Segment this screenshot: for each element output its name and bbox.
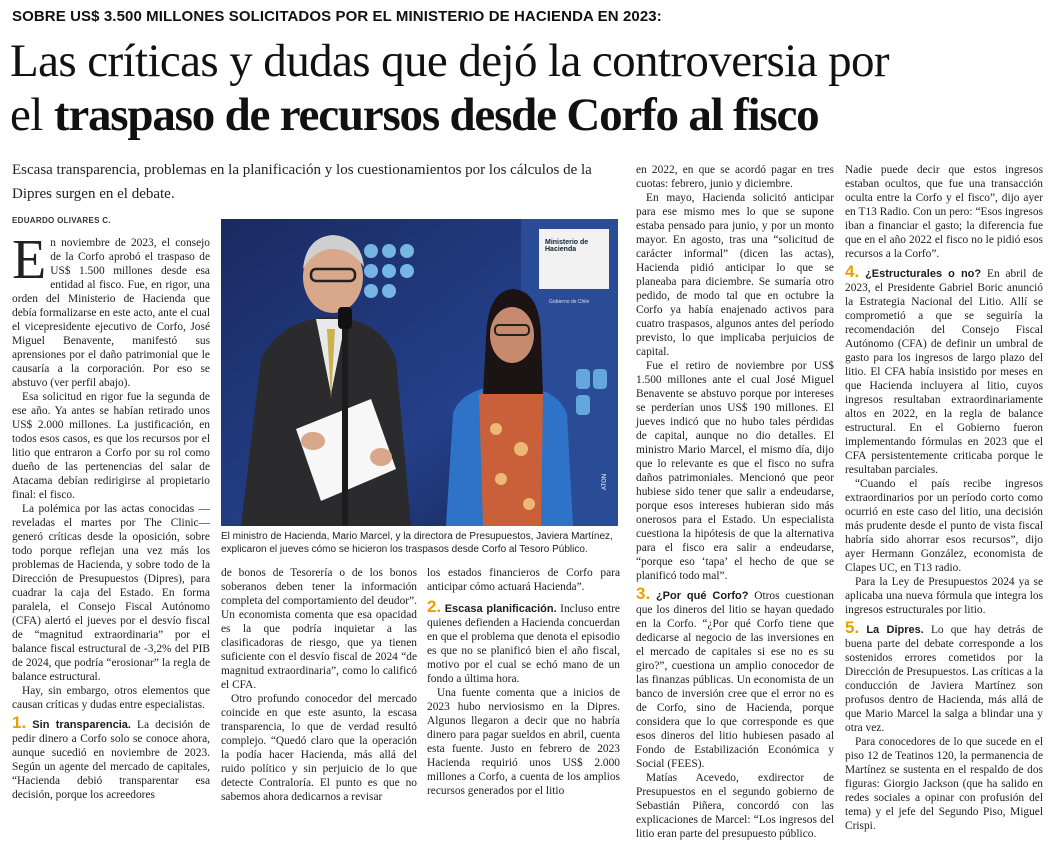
column-1	[12, 229, 210, 801]
col4-paragraph-1: en 2022, en que se acordó pagar en tres cuotas: febrero, junio y diciembre.	[636, 164, 834, 190]
section-1-number: 1.	[12, 713, 27, 732]
col2-paragraph-2: Otro profundo conocedor del mercado coincide en que este asunto, la escasa transparencia, lo que de verdad resultó complejo. “Quedó claro que la operación la podía hacer Hacienda, más allá del ruido político y sin perjuicio de lo que detecte Contraloría. El punto es que no sabemos ahora dedicarnos a revisar	[221, 693, 417, 803]
col5-section-5	[845, 618, 1043, 735]
drop-cap: E	[12, 229, 47, 291]
col3-paragraph-2: Una fuente comenta que a inicios de 2023 hubo nerviosismo en la Dipres. Algunos llegaron a decir que no habría dinero para pagar sueldos en abril, cuenta esta fuente. Justo en febrero de 2023 Hacienda requirió unos US$ 2.000 millones a Corfo, a cuenta de los amplios recursos generados por el litio	[427, 687, 620, 797]
section-5-number: 5.	[845, 618, 860, 637]
section-2-text: Incluso entre quienes defienden a Hacienda concuerdan en que el problema que denota el episodio es que no se planificó bien el año fiscal, motivo por el cual se echó mano de un fondo a última hora.	[427, 603, 620, 685]
col1-paragraph-4: Hay, sin embargo, otros elementos que causan críticas y dudas entre especialistas.	[12, 685, 210, 711]
col4-section-3	[636, 584, 834, 771]
col1-section-1	[12, 713, 210, 802]
section-3-title: ¿Por qué Corfo?	[655, 590, 749, 602]
section-5-title: La Dipres.	[866, 624, 924, 636]
col4-paragraph-4: Matías Acevedo, exdirector de Presupuestos en el segundo gobierno de Sebastián Piñera, concordó con las explicaciones de Marcel: “Los ingresos del litio eran parte del presupuesto público.	[636, 772, 834, 840]
column-3	[427, 566, 620, 797]
section-2-title: Escasa planificación.	[444, 603, 557, 615]
section-2-number: 2.	[427, 597, 442, 616]
article-byline: EDUARDO OLIVARES C.	[12, 216, 111, 225]
column-5	[845, 163, 1043, 832]
section-1-text: La decisión de pedir dinero a Corfo solo se conoce ahora, aunque sucedió en noviembre de 2023. Según un agente del mercado de capitales, “Hacienda debió transparentar esa decisión, porque los acreedores	[12, 719, 210, 801]
article-kicker: SOBRE US$ 3.500 MILLONES SOLICITADOS POR EL MINISTERIO DE HACIENDA EN 2023:	[12, 8, 662, 25]
headline-line-2-light: el	[10, 89, 43, 141]
section-4-number: 4.	[845, 262, 860, 281]
col1-p1-text: n noviembre de 2023, el consejo de la Corfo aprobó el traspaso de US$ 1.500 millones desde esa entidad al fisco. Fue, en rigor, una orden del Ministerio de Hacienda que debía formalizarse en este acto, ante el cual el vicepresidente ejecutivo de Corfo, José Miguel Benavente, manifestó sus aprensiones por el daño patrimonial que le causaría a la corporación. Por eso se abstuvo (ver perfil abajo).	[12, 237, 210, 389]
backdrop-logo-text	[545, 239, 588, 253]
section-5-text: Lo que hay detrás de buena parte del debate corresponde a los sostenidos errores cometidos por la Dirección de Presupuestos. Las críticas a la conducción de Javiera Martínez son profusos dentro de Hacienda, más allá de que Mario Marcel la salga a blindar una y otra vez.	[845, 624, 1043, 734]
headline-line-2	[10, 88, 1050, 142]
col3-section-2	[427, 597, 620, 686]
section-3-text: Otros cuestionan que los dineros del litio se hayan quedado en la Corfo. “¿Por qué Corfo tiene que dedicarse al negocio de las inversiones en el mercado de capitales si ese no es su giro?”, cuestiona un amplio conocedor de las finanzas públicas. Un economista de un banco de inversión cree que el error no es de Corfo, sino de Hacienda, porque considera que lo que corresponde es que esos dineros del litio hubiesen pasado al Fondo de Estabilización Económica y Social (FEES).	[636, 590, 834, 770]
col5-paragraph-4: Para conocedores de lo que sucede en el piso 12 de Teatinos 120, la permanencia de Martínez se sustenta en el respaldo de dos figuras: Giorgio Jackson (que ha salido en redes sociales a opinar con profusión del tema) y el jefe del Segundo Piso, Miguel Crispi.	[845, 736, 1043, 832]
col5-section-4	[845, 262, 1043, 477]
col1-paragraph-3: La polémica por las actas conocidas —reveladas el martes por The Clinic— generó críticas desde la oposición, sobre todo porque reflejan una vez más los problemas de Hacienda, y sobre todo de la Dirección de Presupuestos (Dipres), para cuadrar la caja del Estado. En forma paralela, el Consejo Fiscal Autónomo (CFA) alertó el jueves por el desvío fiscal de “magnitud extraordinaria” por el balance fiscal estructural de -3,2% del PIB de 2024, que podría “erosionar” la regla de balance estructural.	[12, 503, 210, 683]
col1-paragraph-2: Esa solicitud en rigor fue la segunda de ese año. Ya antes se habían retirado unos US$ 2.000 millones. La justificación, en todos esos casos, es que los recursos por el litio que entraron a Corfo por su rol como dueño de las pertenencias del salar de Atacama debían redirigirse al propietario final: el fisco.	[12, 391, 210, 501]
article-deck: Escasa transparencia, problemas en la planificación y los cuestionamientos por los cálculos de la Dipres surgen en el debate.	[12, 162, 592, 202]
col2-paragraph-1: de bonos de Tesorería o de los bonos soberanos deben tener la información completa del comportamiento del deudor”. Un economista comenta que esa opacidad es la que podría inquietar a las clasificadoras de riesgo, que ya tienen suficiente con el desvío fiscal de 2024 “de magnitud extraordinaria”, como lo calificó el CFA.	[221, 567, 417, 691]
column-4	[636, 163, 834, 840]
article-headline	[10, 34, 1050, 142]
column-2	[221, 566, 417, 803]
photo-caption: El ministro de Hacienda, Mario Marcel, y la directora de Presupuestos, Javiera Martínez, explicaron el jueves cómo se hicieron los traspasos desde Corfo al Tesoro Público.	[221, 531, 613, 555]
photo-credit: ATON	[602, 473, 608, 490]
section-1-title: Sin transparencia.	[32, 719, 131, 731]
backdrop-gov-text: Gobierno de Chile	[549, 299, 590, 305]
headline-line-2-bold: traspaso de recursos desde Corfo al fisco	[53, 89, 819, 141]
section-3-number: 3.	[636, 584, 651, 603]
section-4-text: En abril de 2023, el Presidente Gabriel Boric anunció la Estrategia Nacional del Litio. Allí se comprometió a que se seguiría la recomendación del Consejo Fiscal Autónomo (CFA) de definir un umbral de gasto para los ingresos de largo plazo del litio. El CFA había insistido por meses en que Hacienda incluyera al litio, cuyos ingresos resultaban extraordinariamente altos en 2022, en la regla de balance estructural. En el Gobierno fueron implementando fórmulas en 2023 que el CFA persistentemente criticaba porque le resultaban parciales.	[845, 268, 1043, 476]
headline-line-1: Las críticas y dudas que dejó la controversia por	[10, 35, 889, 87]
backdrop-line-2: Hacienda	[545, 246, 577, 253]
article-photo	[221, 219, 618, 526]
col5-paragraph-2: “Cuando el país recibe ingresos extraordinarios por un período corto como ocurrió en este caso del litio, una decisión más prudente desde el punto de vista fiscal habría sido ahorrar esos recursos”, dijo ayer Hermann González, economista de Clapes UC, en T13 radio.	[845, 478, 1043, 574]
col5-paragraph-3: Para la Ley de Presupuestos 2024 ya se aplicaba una nueva fórmula que integra los ingresos estructurales por litio.	[845, 576, 1043, 616]
col5-paragraph-1: Nadie puede decir que estos ingresos estaban ocultos, que fue una transacción oculta entre la Corfo y el fisco”, dijo ayer en T13 Radio. Con un pero: “Esos ingresos iban a financiar el gasto; la diferencia fue que en el año 2022 el fisco no le pidió esos recursos a la Corfo”.	[845, 164, 1043, 260]
col3-paragraph-1: los estados financieros de Corfo para anticipar cómo actuará Hacienda”.	[427, 567, 620, 593]
backdrop-line-1: Ministerio de	[545, 239, 589, 246]
col4-paragraph-2: En mayo, Hacienda solicitó anticipar para ese mismo mes lo que se supone estaba pensado para junio, y por un monto mayor. En agosto, tras una “solicitud de carácter informal” (dicen las actas), Hacienda pidió anticipar lo que se planeaba para diciembre. Se sumaría otro pedido, de modo tal que en octubre la Corfo ya había enajenado activos para cuatro traspasos, algunos antes del período previsto, lo que implicaba perjuicios de capital.	[636, 192, 834, 358]
col4-paragraph-3: Fue el retiro de noviembre por US$ 1.500 millones ante el cual José Miguel Benavente se abstuvo porque por intereses se perderían unos US$ 190 millones. El jueves indicó que no hubo tales pérdidas de capital, aunque no dio detalles. El ministro Mario Marcel, el mismo día, dijo que lo relevante es que el fisco no sufra daños patrimoniales. Mencionó que peor hubiese sido tener que salir a endeudarse, porque esos intereses hubieran sido más onerosos para el Estado. Un especialista cuestiona la hipótesis de que la alternativa para el fisco era salir a endeudarse, “porque eso ‘tapa’ el hecho de que se planificó todo mal”.	[636, 360, 834, 582]
section-4-title: ¿Estructurales o no?	[865, 268, 982, 280]
photo-illustration	[221, 219, 618, 526]
col1-paragraph-1	[12, 229, 210, 390]
